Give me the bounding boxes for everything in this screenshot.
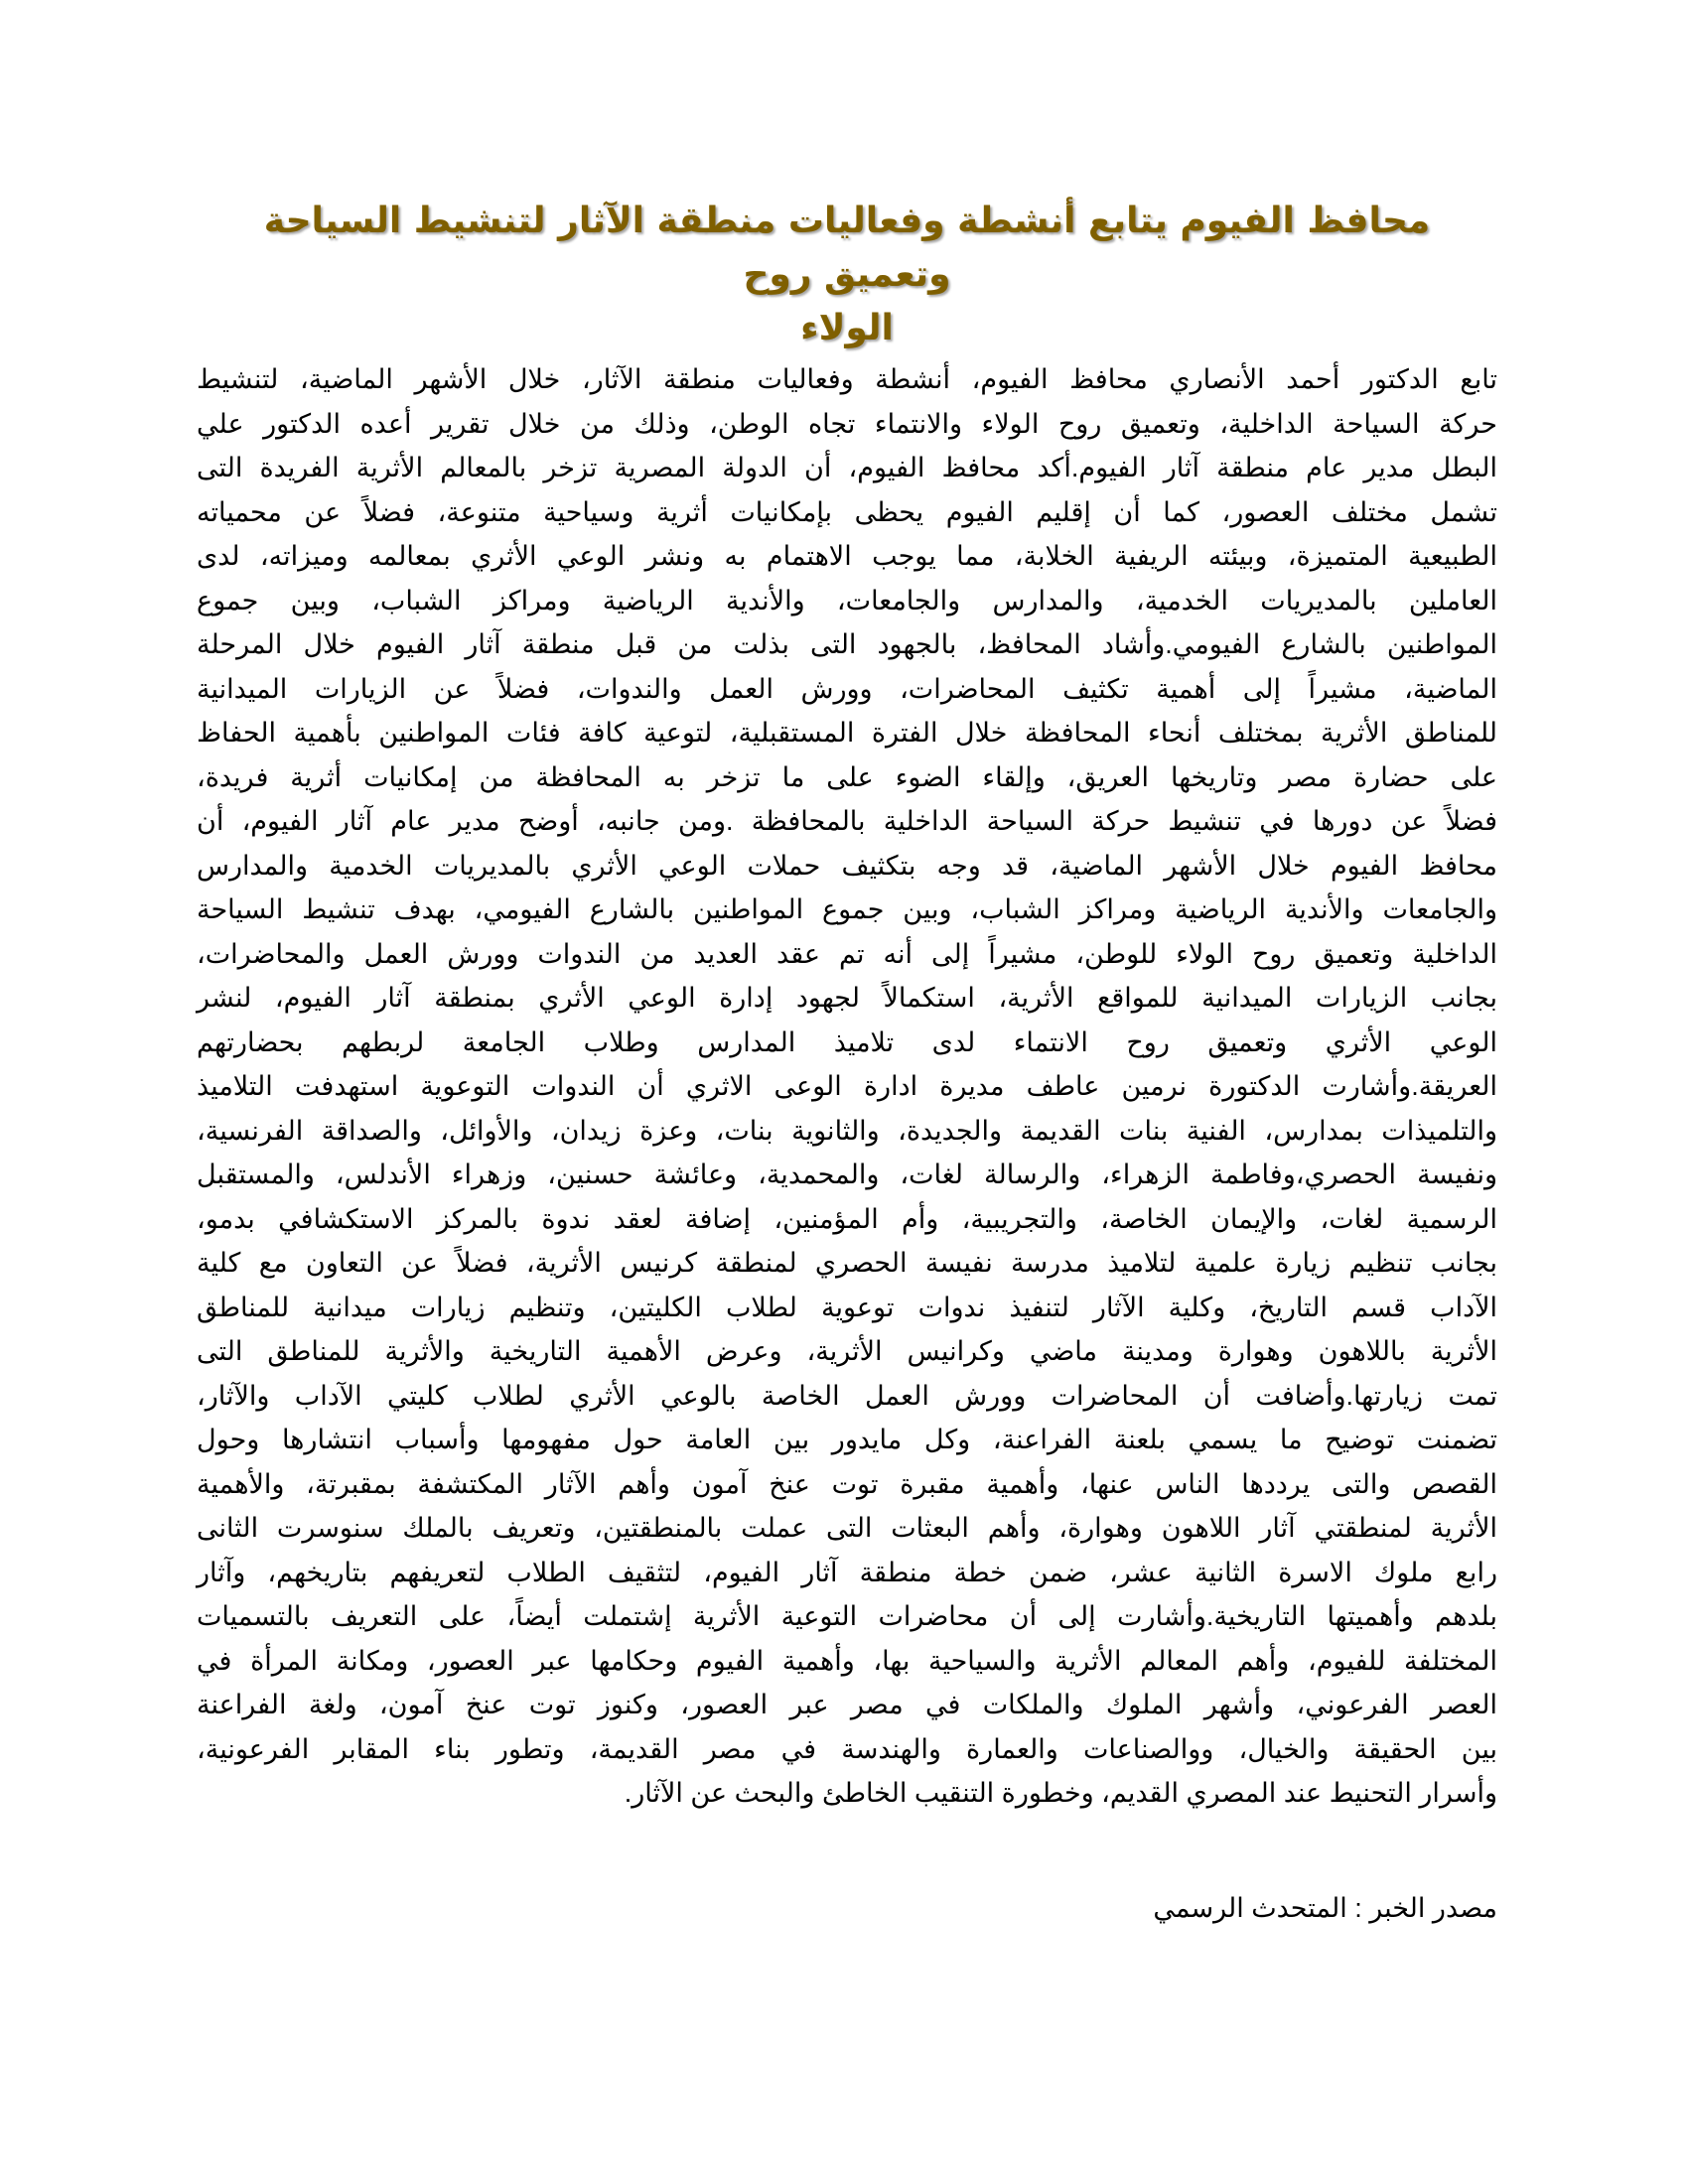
body-line-last: وأسرار التحنيط عند المصري القديم، وخطورة التنقيب الخاطئ والبحث عن الآثار. [624,1778,1497,1808]
body-line: الطبيعية المتميزة، وبيئته الريفية الخلابة، مما يوجب الاهتمام به ونشر الوعي الأثري بمعالمه وميزاته، لدى [197,541,1497,571]
body-line: الماضية، مشيراً إلى أهمية تكثيف المحاضرات، وورش العمل والندوات، فضلاً عن الزيارات الميدانية [197,673,1497,704]
body-line: العصر الفرعوني، وأشهر الملوك والملكات في مصر عبر العصور، وكنوز توت عنخ آمون، ولغة الفراعنة [197,1690,1497,1719]
article-title-line-1: محافظ الفيوم يتابع أنشطة وفعاليات منطقة الآثار لتنشيط السياحة وتعميق روح [263,201,1431,295]
body-line: تابع الدكتور أحمد الأنصاري محافظ الفيوم، أنشطة وفعاليات منطقة الآثار، خلال الأشهر الماضية، لتنشيط [197,364,1497,394]
body-line: المواطنين بالشارع الفيومي.وأشاد المحافظ، بالجهود التى بذلت من قبل منطقة آثار الفيوم خلال المرحلة [197,629,1497,659]
body-line: الوعي الأثري وتعميق روح الانتماء لدى تلاميذ المدارس وطلاب الجامعة لربطهم بحضارتهم [197,1026,1497,1057]
body-line: الأثرية باللاهون وهوارة ومدينة ماضي وكرانيس الأثرية، وعرض الأهمية التاريخية والأثرية للمناطق التى [197,1336,1497,1366]
body-line: العاملين بالمديريات الخدمية، والمدارس والجامعات، والأندية الرياضية ومراكز الشباب، وبين جموع [197,585,1497,615]
article-title-line-2: الولاء [800,308,894,348]
body-line: حركة السياحة الداخلية، وتعميق روح الولاء والانتماء تجاه الوطن، وذلك من خلال تقرير أعده الدكتور علي [197,408,1497,439]
body-line: المختلفة للفيوم، وأهم المعالم الأثرية والسياحية بها، وأهمية الفيوم وحكامها عبر العصور، ومكانة المرأة في [197,1645,1497,1676]
body-line: رابع ملوك الاسرة الثانية عشر، ضمن خطة منطقة آثار الفيوم، لتثقيف الطلاب لتعريفهم بتاريخهم، وآثار [197,1557,1497,1587]
body-line: تشمل مختلف العصور، كما أن إقليم الفيوم يحظى بإمكانيات أثرية وسياحية متنوعة، فضلاً عن محمياته [197,496,1497,527]
body-line: الداخلية وتعميق روح الولاء للوطن، مشيراً إلى أنه تم عقد العديد من الندوات وورش العمل والمحاضرات، [197,938,1497,969]
body-line: بجانب تنظيم زيارة علمية لتلاميذ مدرسة نفيسة الحصري لمنطقة كرنيس الأثرية، فضلاً عن التعاون مع كلية [197,1248,1497,1278]
body-line: الأثرية لمنطقتي آثار اللاهون وهوارة، وأهم البعثات التى عملت بالمنطقتين، وتعريف بالملك سنوسرت الثانى [197,1513,1497,1543]
body-line: فضلاً عن دورها في تنشيط حركة السياحة الداخلية بالمحافظة .ومن جانبه، أوضح مدير عام آثار الفيوم، أن [197,806,1497,836]
body-line: بلدهم وأهميتها التاريخية.وأشارت إلى أن محاضرات التوعية الأثرية إشتملت أيضاً، على التعريف بالتسميات [197,1601,1497,1631]
body-line: الرسمية لغات، والإيمان الخاصة، والتجريبية، وأم المؤمنين، إضافة لعقد ندوة بالمركز الاستكشافي بدمو، [197,1203,1497,1234]
article-title [197,195,1497,355]
body-line: محافظ الفيوم خلال الأشهر الماضية، قد وجه بتكثيف حملات الوعي الأثري بالمديريات الخدمية والمدارس [197,850,1497,881]
body-line: على حضارة مصر وتاريخها العريق، وإلقاء الضوء على ما تزخر به المحافظة من إمكانيات أثرية فريدة، [197,761,1497,792]
news-source: مصدر الخبر : المتحدث الرسمي [1153,1893,1497,1923]
body-line: تمت زيارتها.وأضافت أن المحاضرات وورش العمل الخاصة بالوعي الأثري لطلاب كليتي الآداب والآثار، [197,1380,1497,1411]
document-page [197,195,1497,1816]
body-line: البطل مدير عام منطقة آثار الفيوم.أكد محافظ الفيوم، أن الدولة المصرية تزخر بالمعالم الأثرية الفريدة التى [197,453,1497,482]
body-line: بجانب الزيارات الميدانية للمواقع الأثرية، استكمالاً لجهود إدارة الوعي الأثري بمنطقة آثار الفيوم، لنشر [197,983,1497,1013]
article-body [197,357,1497,1816]
body-line: ونفيسة الحصري،وفاطمة الزهراء، والرسالة لغات، والمحمدية، وعائشة حسنين، وزهراء الأندلس، والمستقبل [197,1160,1497,1189]
body-line: القصص والتى يرددها الناس عنها، وأهمية مقبرة توت عنخ آمون وأهم الآثار المكتشفة بمقبرتة، والأهمية [197,1468,1497,1499]
body-line: تضمنت توضيح ما يسمي بلعنة الفراعنة، وكل مايدور بين العامة حول مفهومها وأسباب انتشارها وحول [197,1425,1497,1454]
body-line: العريقة.وأشارت الدكتورة نرمين عاطف مديرة ادارة الوعى الاثري أن الندوات التوعوية استهدفت التلاميذ [197,1071,1497,1101]
body-line: الآداب قسم التاريخ، وكلية الآثار لتنفيذ ندوات توعوية لطلاب الكليتين، وتنظيم زيارات ميدانية للمناطق [197,1292,1497,1322]
body-line: والجامعات والأندية الرياضية ومراكز الشباب، وبين جموع المواطنين بالشارع الفيومي، بهدف تنشيط السياحة [197,894,1497,924]
body-line: بين الحقيقة والخيال، ووالصناعات والعمارة والهندسة في مصر القديمة، وتطور بناء المقابر الفرعونية، [197,1733,1497,1764]
body-line: للمناطق الأثرية بمختلف أنحاء المحافظة خلال الفترة المستقبلية، لتوعية كافة فئات المواطنين بأهمية الحفاظ [197,718,1497,748]
body-line: والتلميذات بمدارس، الفنية بنات القديمة والجديدة، والثانوية بنات، وعزة زيدان، والأوائل، والصداقة الفرنسية، [197,1115,1497,1146]
